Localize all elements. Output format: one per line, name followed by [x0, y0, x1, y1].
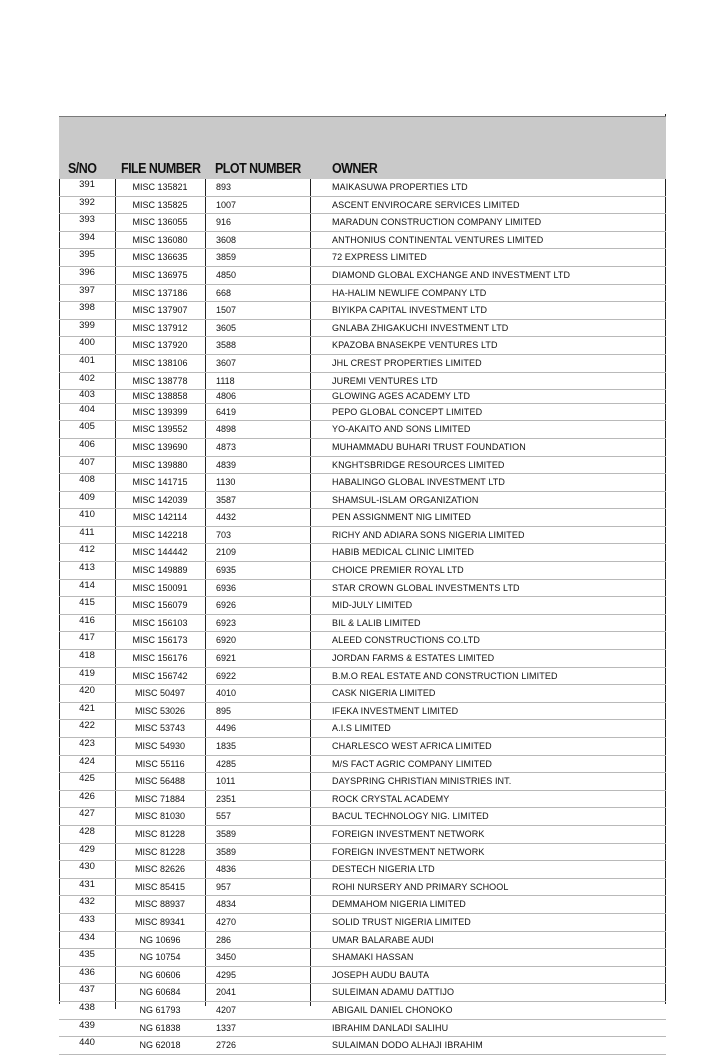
table-row — [59, 214, 666, 232]
cell-file-number: MISC 82626 — [134, 864, 186, 875]
cell-owner: MARADUN CONSTRUCTION COMPANY LIMITED — [332, 217, 542, 228]
cell-sno: 436 — [79, 966, 95, 978]
cell-file-number: NG 60684 — [139, 987, 181, 998]
cell-plot-number: 2041 — [216, 987, 237, 998]
cell-owner: YO-AKAITO AND SONS LIMITED — [332, 424, 471, 435]
cell-sno: 419 — [79, 667, 95, 679]
cell-owner: GLOWING AGES ACADEMY LTD — [332, 391, 471, 402]
cell-plot-number: 6920 — [216, 635, 237, 646]
table-row — [59, 439, 666, 457]
cell-plot-number: 6923 — [216, 617, 237, 628]
cell-owner: IBRAHIM DANLADI SALIHU — [332, 1022, 449, 1033]
cell-file-number: MISC 142039 — [132, 494, 188, 505]
cell-plot-number: 1835 — [216, 741, 237, 751]
table-row — [59, 738, 666, 756]
cell-sno: 435 — [79, 949, 95, 961]
cell-file-number: MISC 139690 — [132, 441, 188, 452]
cell-owner: ALEED CONSTRUCTIONS CO.LTD — [332, 635, 480, 646]
cell-plot-number: 3608 — [216, 234, 237, 245]
cell-sno: 395 — [79, 249, 95, 261]
cell-owner: SULEIMAN ADAMU DATTIJO — [332, 987, 455, 998]
cell-sno: 431 — [79, 878, 95, 890]
cell-plot-number: 3607 — [216, 357, 237, 368]
cell-plot-number: 3589 — [216, 846, 237, 857]
cell-plot-number: 4295 — [216, 969, 237, 980]
cell-owner: GNLABA ZHIGAKUCHI INVESTMENT LTD — [332, 322, 509, 333]
table-row — [59, 562, 666, 580]
cell-plot-number: 4839 — [216, 459, 237, 470]
cell-plot-number: 1118 — [216, 375, 235, 386]
cell-owner: PEN ASSIGNMENT NIG LIMITED — [332, 512, 471, 523]
cell-owner: PEPO GLOBAL CONCEPT LIMITED — [332, 406, 483, 417]
cell-sno: 414 — [79, 579, 95, 591]
cell-plot-number: 916 — [216, 217, 232, 228]
cell-plot-number: 3450 — [216, 952, 237, 963]
cell-plot-number: 1130 — [216, 477, 236, 488]
cell-file-number: MISC 136635 — [132, 252, 188, 263]
cell-file-number: MISC 50497 — [134, 688, 186, 699]
cell-sno: 432 — [79, 896, 95, 908]
cell-sno: 433 — [79, 913, 95, 925]
cell-owner: DEMMAHOM NIGERIA LIMITED — [332, 899, 466, 910]
table-row — [59, 527, 666, 545]
cell-owner: ANTHONIUS CONTINENTAL VENTURES LIMITED — [332, 234, 544, 245]
cell-file-number: MISC 139552 — [132, 424, 188, 435]
cell-file-number: NG 60606 — [139, 969, 181, 980]
table-row — [59, 197, 666, 215]
cell-plot-number: 895 — [216, 705, 232, 716]
cell-file-number: MISC 138106 — [132, 357, 188, 368]
cell-plot-number: 1007 — [216, 199, 237, 210]
table-row — [59, 249, 666, 267]
table-row — [59, 756, 666, 774]
cell-owner: DAYSPRING CHRISTIAN MINISTRIES INT. — [332, 776, 512, 787]
cell-plot-number: 3588 — [216, 340, 237, 351]
cell-sno: 392 — [79, 196, 95, 208]
cell-owner: SHAMSUL-ISLAM ORGANIZATION — [332, 494, 479, 505]
header-plot-number — [205, 117, 310, 179]
table-row — [59, 373, 666, 391]
cell-file-number: MISC 156079 — [132, 600, 188, 611]
cell-owner: JUREMI VENTURES LTD — [332, 375, 438, 386]
cell-plot-number: 703 — [216, 529, 232, 540]
cell-sno: 424 — [79, 755, 95, 767]
cell-plot-number: 4850 — [216, 269, 237, 280]
cell-sno: 425 — [79, 773, 95, 785]
cell-file-number: MISC 142114 — [132, 512, 188, 523]
table-row — [59, 791, 666, 809]
table-row — [59, 773, 666, 791]
cell-sno: 396 — [79, 266, 95, 278]
cell-file-number: MISC 142218 — [132, 529, 188, 540]
cell-sno: 440 — [79, 1037, 95, 1049]
cell-plot-number: 1507 — [216, 305, 237, 316]
cell-owner: 72 EXPRESS LIMITED — [332, 252, 427, 263]
cell-sno: 408 — [79, 474, 95, 486]
cell-sno: 403 — [79, 389, 95, 401]
cell-plot-number: 4806 — [216, 391, 237, 402]
table-row — [59, 615, 666, 633]
cell-plot-number: 2726 — [216, 1040, 237, 1051]
header-owner — [310, 117, 666, 179]
cell-plot-number: 2351 — [216, 793, 237, 804]
cell-owner: BIL & LALIB LIMITED — [332, 617, 421, 628]
table-row — [59, 404, 666, 422]
table-row — [59, 1002, 666, 1020]
cell-file-number: MISC 56488 — [134, 776, 186, 787]
cell-owner: IFEKA INVESTMENT LIMITED — [332, 705, 459, 716]
cell-file-number: MISC 81228 — [134, 846, 186, 857]
table-row — [59, 808, 666, 826]
table-row — [59, 457, 666, 475]
cell-file-number: MISC 156173 — [132, 635, 188, 646]
cell-file-number: MISC 137186 — [132, 287, 188, 298]
cell-sno: 402 — [79, 372, 95, 384]
cell-file-number: MISC 156742 — [132, 670, 188, 681]
cell-file-number: MISC 138778 — [132, 375, 188, 386]
cell-file-number: MISC 150091 — [132, 582, 188, 593]
cell-owner: HABIB MEDICAL CLINIC LIMITED — [332, 547, 474, 558]
cell-owner: MID-JULY LIMITED — [332, 600, 413, 611]
cell-sno: 428 — [79, 825, 95, 837]
table-header — [59, 116, 666, 179]
table-row — [59, 668, 666, 686]
cell-sno: 405 — [79, 421, 95, 433]
cell-sno: 434 — [79, 931, 95, 943]
table-row — [59, 509, 666, 527]
land-records-table — [59, 116, 666, 1055]
cell-owner: DIAMOND GLOBAL EXCHANGE AND INVESTMENT LTD — [332, 269, 571, 280]
table-row — [59, 861, 666, 879]
table-body — [59, 179, 666, 1055]
cell-owner: KNGHTSBRIDGE RESOURCES LIMITED — [332, 459, 505, 470]
cell-plot-number: 4270 — [216, 916, 237, 927]
cell-file-number: NG 61793 — [139, 1004, 181, 1015]
cell-file-number: MISC 149889 — [132, 565, 188, 576]
cell-sno: 439 — [79, 1019, 95, 1031]
cell-sno: 438 — [79, 1001, 95, 1013]
cell-file-number: MISC 137912 — [132, 322, 188, 333]
table-row — [59, 597, 666, 615]
table-row — [59, 267, 666, 285]
table-row — [59, 896, 666, 914]
cell-owner: HA-HALIM NEWLIFE COMPANY LTD — [332, 287, 487, 298]
table-row — [59, 302, 666, 320]
cell-plot-number: 4873 — [216, 441, 237, 452]
cell-owner: ROHI NURSERY AND PRIMARY SCHOOL — [332, 881, 509, 892]
cell-file-number: MISC 54930 — [134, 741, 186, 751]
cell-file-number: NG 10696 — [139, 934, 181, 945]
cell-sno: 406 — [79, 438, 95, 450]
table-row — [59, 844, 666, 862]
header-file-number-label: FILE NUMBER — [121, 161, 201, 177]
cell-file-number: MISC 139880 — [132, 459, 188, 470]
cell-plot-number: 286 — [216, 934, 232, 945]
cell-sno: 427 — [79, 808, 95, 820]
cell-owner: SHAMAKI HASSAN — [332, 952, 414, 963]
cell-owner: JOSEPH AUDU BAUTA — [332, 969, 430, 980]
cell-file-number: MISC 53026 — [134, 705, 186, 716]
cell-file-number: MISC 135821 — [132, 182, 188, 192]
cell-file-number: MISC 139399 — [132, 406, 188, 417]
table-row — [59, 879, 666, 897]
cell-file-number: MISC 53743 — [134, 723, 186, 734]
cell-plot-number: 3859 — [216, 252, 237, 263]
cell-owner: CASK NIGERIA LIMITED — [332, 688, 436, 699]
header-sno-label: S/NO — [68, 161, 97, 177]
cell-owner: BACUL TECHNOLOGY NIG. LIMITED — [332, 811, 489, 822]
cell-plot-number: 957 — [216, 881, 232, 892]
table-row — [59, 703, 666, 721]
cell-owner: JHL CREST PROPERTIES LIMITED — [332, 357, 482, 368]
cell-sno: 398 — [79, 302, 95, 314]
cell-file-number: MISC 138858 — [132, 391, 188, 402]
cell-owner: SULAIMAN DODO ALHAJI IBRAHIM — [332, 1040, 483, 1051]
cell-file-number: MISC 136080 — [132, 234, 188, 245]
cell-plot-number: 6935 — [216, 565, 237, 576]
cell-owner: ASCENT ENVIROCARE SERVICES LIMITED — [332, 199, 520, 210]
cell-owner: UMAR BALARABE AUDI — [332, 934, 434, 945]
table-row — [59, 632, 666, 650]
cell-sno: 417 — [79, 632, 95, 644]
cell-plot-number: 4836 — [216, 864, 237, 875]
cell-sno: 400 — [79, 337, 95, 349]
cell-owner: A.I.S LIMITED — [332, 723, 391, 734]
cell-file-number: NG 62018 — [139, 1040, 181, 1051]
cell-sno: 421 — [79, 702, 95, 714]
cell-file-number: MISC 55116 — [135, 758, 185, 769]
cell-owner: M/S FACT AGRIC COMPANY LIMITED — [332, 758, 493, 769]
cell-plot-number: 3589 — [216, 828, 237, 839]
table-row — [59, 421, 666, 439]
table-row — [59, 650, 666, 668]
table-row — [59, 932, 666, 950]
cell-owner: ABIGAIL DANIEL CHONOKO — [332, 1004, 453, 1015]
cell-file-number: MISC 136975 — [132, 269, 188, 280]
cell-plot-number: 3587 — [216, 494, 237, 505]
cell-owner: CHARLESCO WEST AFRICA LIMITED — [332, 741, 492, 751]
cell-sno: 401 — [79, 354, 95, 366]
cell-plot-number: 4496 — [216, 723, 237, 734]
table-row — [59, 390, 666, 404]
cell-sno: 420 — [79, 685, 95, 697]
cell-owner: BIYIKPA CAPITAL INVESTMENT LTD — [332, 305, 488, 316]
cell-plot-number: 4285 — [216, 758, 237, 769]
cell-sno: 411 — [79, 526, 95, 538]
cell-plot-number: 4898 — [216, 424, 237, 435]
table-row — [59, 492, 666, 510]
cell-sno: 399 — [79, 319, 95, 331]
cell-plot-number: 893 — [216, 182, 232, 192]
table-row — [59, 685, 666, 703]
cell-sno: 415 — [79, 597, 95, 609]
table-row — [59, 232, 666, 250]
cell-sno: 397 — [79, 284, 95, 296]
cell-plot-number: 4432 — [216, 512, 237, 523]
table-row — [59, 914, 666, 932]
cell-file-number: MISC 71884 — [134, 793, 186, 804]
cell-owner: MUHAMMADU BUHARI TRUST FOUNDATION — [332, 441, 526, 452]
table-row — [59, 580, 666, 598]
cell-plot-number: 6922 — [216, 670, 237, 681]
cell-sno: 391 — [79, 179, 95, 190]
cell-sno: 413 — [79, 562, 95, 574]
cell-owner: FOREIGN INVESTMENT NETWORK — [332, 828, 485, 839]
header-owner-label: OWNER — [332, 161, 378, 177]
cell-plot-number: 557 — [216, 811, 232, 822]
table-row — [59, 826, 666, 844]
cell-file-number: MISC 81030 — [134, 811, 186, 822]
cell-owner: CHOICE PREMIER ROYAL LTD — [332, 565, 464, 576]
table-row — [59, 949, 666, 967]
cell-sno: 430 — [79, 861, 95, 873]
cell-sno: 404 — [79, 403, 95, 415]
cell-sno: 393 — [79, 214, 95, 226]
table-row — [59, 984, 666, 1002]
table-row — [59, 320, 666, 338]
cell-plot-number: 4834 — [216, 899, 237, 910]
cell-file-number: MISC 89341 — [134, 916, 186, 927]
cell-sno: 422 — [79, 720, 95, 732]
cell-file-number: MISC 137920 — [132, 340, 188, 351]
cell-owner: HABALINGO GLOBAL INVESTMENT LTD — [332, 477, 505, 488]
table-row — [59, 355, 666, 373]
table-row — [59, 1037, 666, 1055]
cell-plot-number: 6419 — [216, 406, 237, 417]
cell-file-number: MISC 137907 — [132, 305, 188, 316]
cell-file-number: MISC 136055 — [132, 217, 188, 228]
cell-file-number: NG 61838 — [139, 1022, 181, 1033]
cell-file-number: MISC 156103 — [132, 617, 188, 628]
cell-sno: 394 — [79, 231, 95, 243]
cell-sno: 429 — [79, 843, 95, 855]
cell-plot-number: 4010 — [216, 688, 237, 699]
cell-sno: 409 — [79, 491, 95, 503]
cell-plot-number: 3605 — [216, 322, 237, 333]
header-plot-number-label: PLOT NUMBER — [215, 161, 301, 177]
cell-file-number: MISC 88937 — [134, 899, 186, 910]
table-row — [59, 967, 666, 985]
cell-owner: JORDAN FARMS & ESTATES LIMITED — [332, 653, 495, 664]
cell-owner: STAR CROWN GLOBAL INVESTMENTS LTD — [332, 582, 520, 593]
cell-file-number: MISC 81228 — [134, 828, 186, 839]
cell-plot-number: 6936 — [216, 582, 237, 593]
header-sno — [59, 117, 115, 179]
table-row — [59, 544, 666, 562]
table-row — [59, 337, 666, 355]
cell-plot-number: 6921 — [216, 653, 237, 664]
cell-plot-number: 1337 — [216, 1022, 237, 1033]
table-row — [59, 285, 666, 303]
cell-plot-number: 1011 — [216, 776, 236, 787]
cell-owner: MAIKASUWA PROPERTIES LTD — [332, 182, 468, 192]
cell-owner: DESTECH NIGERIA LTD — [332, 864, 435, 875]
table-row — [59, 474, 666, 492]
cell-file-number: MISC 85415 — [134, 881, 186, 892]
cell-owner: SOLID TRUST NIGERIA LIMITED — [332, 916, 471, 927]
cell-sno: 416 — [79, 614, 95, 626]
cell-owner: FOREIGN INVESTMENT NETWORK — [332, 846, 485, 857]
cell-file-number: MISC 141715 — [132, 477, 188, 488]
cell-owner: RICHY AND ADIARA SONS NIGERIA LIMITED — [332, 529, 525, 540]
cell-owner: ROCK CRYSTAL ACADEMY — [332, 793, 450, 804]
cell-owner: B.M.O REAL ESTATE AND CONSTRUCTION LIMITED — [332, 670, 558, 681]
cell-file-number: MISC 135825 — [132, 199, 188, 210]
cell-file-number: MISC 144442 — [132, 547, 188, 558]
cell-owner: KPAZOBA BNASEKPE VENTURES LTD — [332, 340, 498, 351]
table-row — [59, 1020, 666, 1038]
cell-sno: 437 — [79, 984, 95, 996]
cell-sno: 423 — [79, 738, 95, 749]
cell-plot-number: 4207 — [216, 1004, 237, 1015]
cell-plot-number: 668 — [216, 287, 232, 298]
cell-sno: 426 — [79, 790, 95, 802]
table-row — [59, 720, 666, 738]
cell-sno: 418 — [79, 650, 95, 662]
cell-file-number: NG 10754 — [139, 952, 181, 963]
cell-sno: 407 — [79, 456, 95, 468]
header-file-number — [115, 117, 205, 179]
cell-file-number: MISC 156176 — [132, 653, 188, 664]
table-row — [59, 179, 666, 197]
cell-sno: 410 — [79, 509, 95, 521]
cell-sno: 412 — [79, 544, 95, 556]
cell-plot-number: 2109 — [216, 547, 237, 558]
cell-plot-number: 6926 — [216, 600, 237, 611]
